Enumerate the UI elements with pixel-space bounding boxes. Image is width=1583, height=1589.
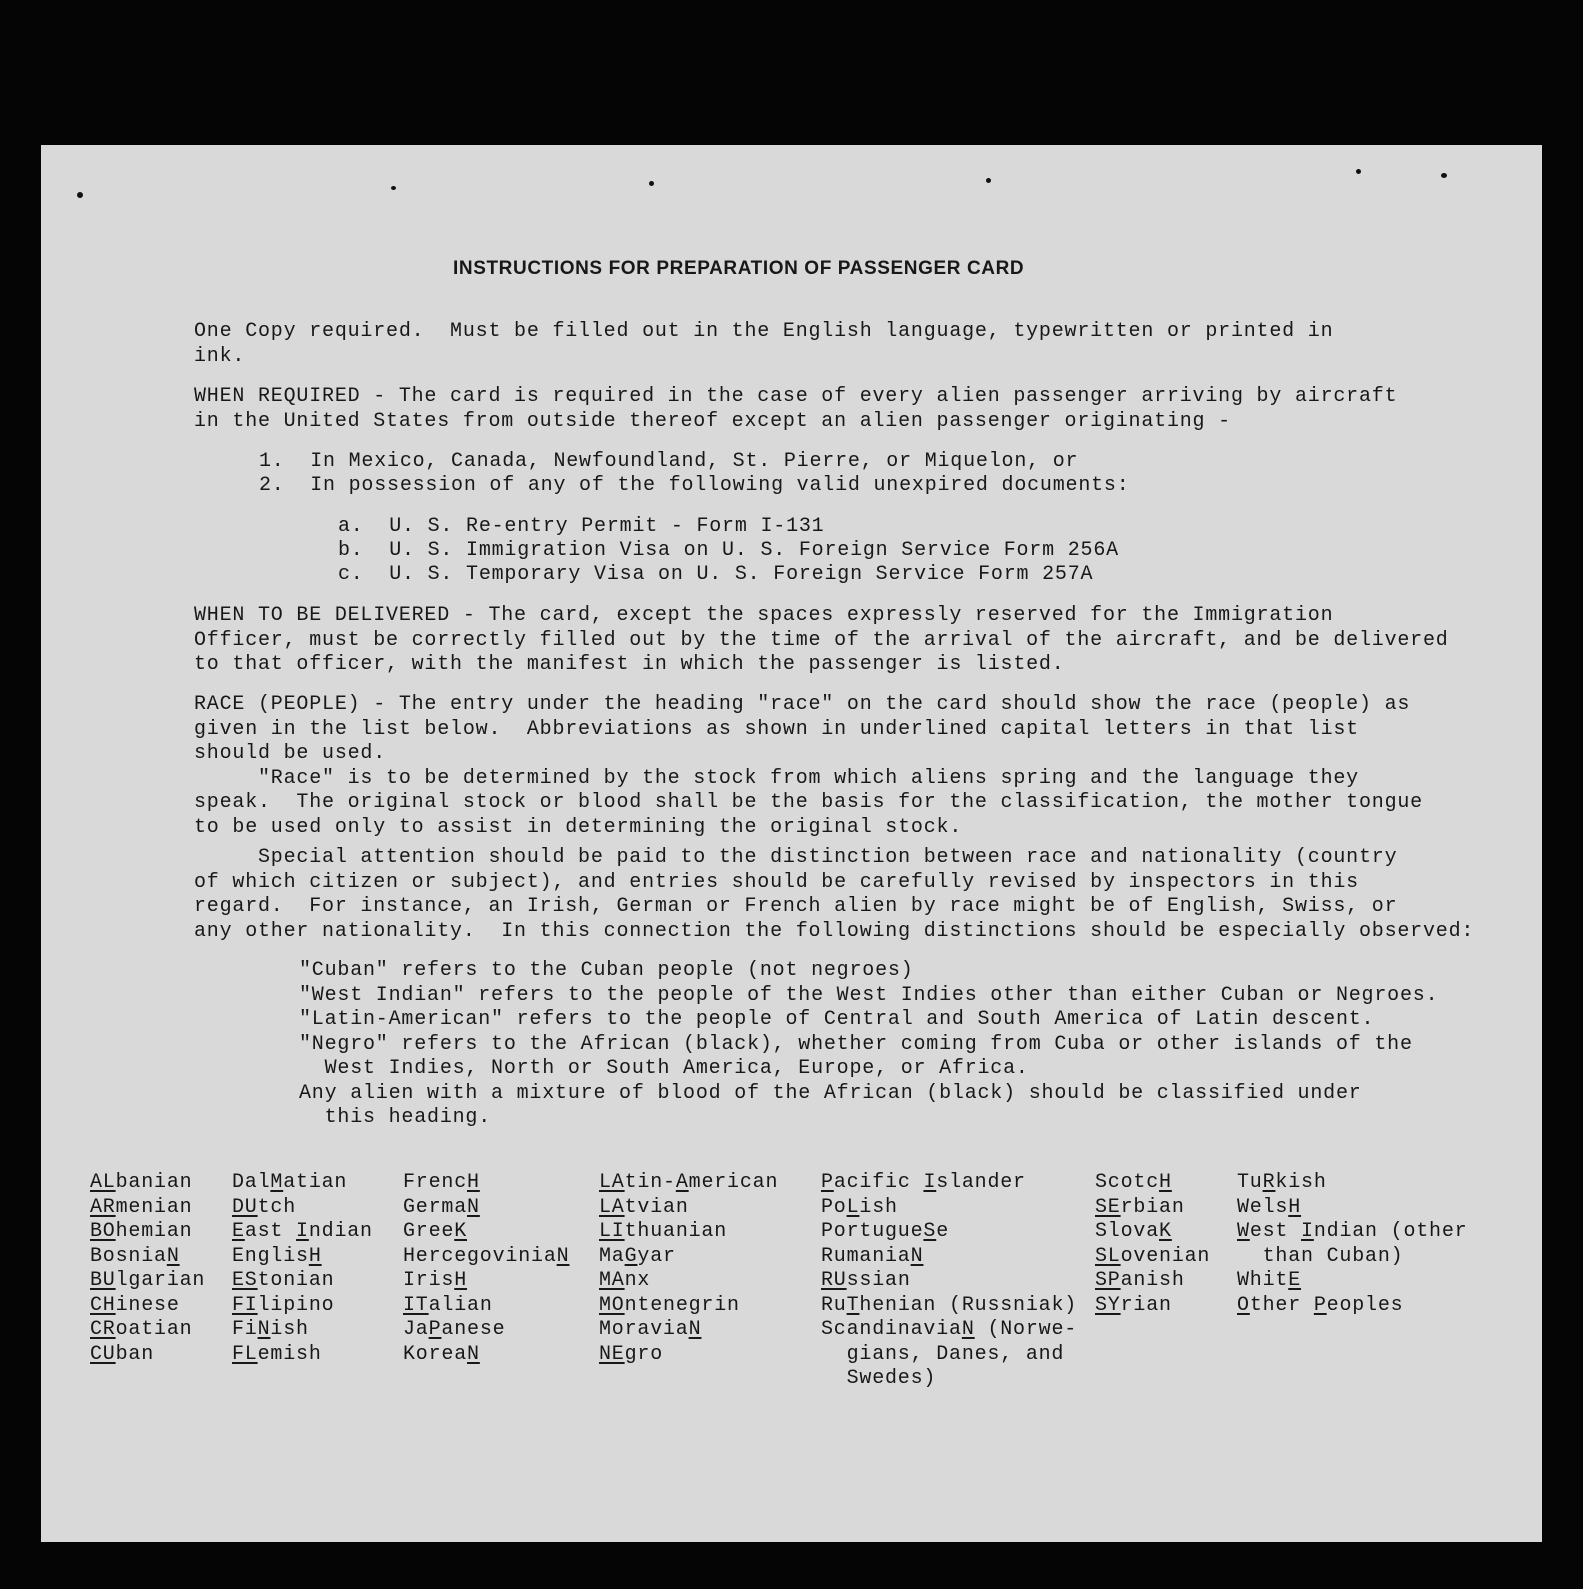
race-list-item: SlovaK <box>1095 1220 1172 1243</box>
document-item-a: a. U. S. Re-entry Permit - Form I-131 <box>338 515 825 538</box>
race-list-item: RuThenian (Russniak) <box>821 1293 1078 1317</box>
race-list-item: MaGyar <box>599 1244 676 1268</box>
race-list-item: RUssian <box>821 1269 911 1292</box>
race-list-item: IrisH <box>403 1269 468 1292</box>
race-list-item: RumaniaN <box>821 1244 924 1268</box>
race-list-item: BOhemian <box>90 1220 193 1243</box>
race-list-item: JaPanese <box>403 1318 506 1341</box>
exception-item-1: 1. In Mexico, Canada, Newfoundland, St. Pierre, or Miquelon, or <box>259 450 1079 473</box>
when-required-paragraph: WHEN REQUIRED - The card is required in the case of every alien passenger arriving by aircraft in the United States from outside thereof except an alien passenger originating - <box>194 385 1398 433</box>
race-people-paragraph: RACE (PEOPLE) - The entry under the heading "race" on the card should show the race (people) as given in the list below. Abbreviations as shown in underlined capital letters in that list should be used. "Race" is to be determined by the stock from which aliens spring and the language they speak. The original stock or blood shall be the basis for the classification, the mother tongue to be used only to assist in determining the original stock. <box>194 693 1423 839</box>
special-attention-paragraph: Special attention should be paid to the distinction between race and nationality (country of which citizen or subject), and entries should be carefully revised by inspectors in this regard. For instance, an Irish, German or French alien by race might be of English, Swiss, or any other nationality. In this connection the following distinctions should be especially observed: <box>194 846 1475 943</box>
race-list-item: Pacific Islander <box>821 1171 1026 1194</box>
bleed-through-text <box>131 177 687 195</box>
race-list-item: HercegoviniaN <box>403 1244 570 1268</box>
race-list-item: EStonian <box>232 1269 335 1292</box>
race-list-item: FLemish <box>232 1342 322 1366</box>
race-list-item: LAtvian <box>599 1195 689 1219</box>
race-list-item: FIlipino <box>232 1293 335 1317</box>
race-list-item: PoLish <box>821 1195 898 1219</box>
race-list-item: DalMatian <box>232 1171 348 1194</box>
race-list-item: TuRkish <box>1237 1171 1327 1194</box>
race-list-item: LIthuanian <box>599 1220 728 1243</box>
race-list-item: SErbian <box>1095 1195 1185 1219</box>
race-list-item: than Cuban) <box>1237 1244 1404 1268</box>
race-list-item: GermaN <box>403 1195 480 1219</box>
race-list-item: FrencH <box>403 1171 480 1194</box>
race-list-item: SYrian <box>1095 1293 1172 1317</box>
race-list-item: MoraviaN <box>599 1318 702 1341</box>
document-item-c: c. U. S. Temporary Visa on U. S. Foreign Service Form 257A <box>338 563 1094 586</box>
race-list-item: WelsH <box>1237 1195 1302 1219</box>
document-item-b: b. U. S. Immigration Visa on U. S. Foreign Service Form 256A <box>338 539 1119 562</box>
race-list-item: West Indian (other <box>1237 1220 1468 1243</box>
document-page <box>41 145 1542 1542</box>
speck <box>77 192 83 198</box>
race-list-item: FiNish <box>232 1318 309 1341</box>
race-list-item: NEgro <box>599 1342 664 1366</box>
race-list-item: East Indian <box>232 1220 373 1243</box>
race-list-item: CUban <box>90 1342 155 1366</box>
race-list-item: BosniaN <box>90 1244 180 1268</box>
race-list-item: ScandinaviaN (Norwe- <box>821 1318 1078 1341</box>
when-delivered-paragraph: WHEN TO BE DELIVERED - The card, except the spaces expressly reserved for the Immigration Officer, must be correctly filled out by the time of the arrival of the aircraft, and be delivered to that officer, with the manifest in which the passenger is listed. <box>194 604 1449 676</box>
race-list-item: MAnx <box>599 1269 651 1292</box>
speck <box>1356 169 1361 174</box>
race-list-item: KoreaN <box>403 1342 480 1366</box>
race-list-item: ITalian <box>403 1293 493 1317</box>
race-list-item: PortugueSe <box>821 1220 950 1243</box>
race-list-item: Other Peoples <box>1237 1293 1404 1317</box>
speck <box>986 178 991 183</box>
race-list-item: LAtin-American <box>599 1171 779 1194</box>
speck <box>649 181 654 186</box>
document-title: INSTRUCTIONS FOR PREPARATION OF PASSENGER CARD <box>453 258 1025 279</box>
race-list-item: GreeK <box>403 1220 468 1243</box>
race-list-item: BUlgarian <box>90 1269 206 1292</box>
race-list-item: ARmenian <box>90 1195 193 1219</box>
race-list-item: DUtch <box>232 1195 297 1219</box>
race-list-item: CHinese <box>90 1293 180 1317</box>
speck <box>1441 173 1447 178</box>
race-list-item: Swedes) <box>821 1367 937 1390</box>
exception-item-2: 2. In possession of any of the following valid unexpired documents: <box>259 474 1130 497</box>
race-list-item: WhitE <box>1237 1269 1302 1292</box>
race-list-item: gians, Danes, and <box>821 1342 1065 1366</box>
race-list-item: ScotcH <box>1095 1171 1172 1194</box>
distinctions-list: "Cuban" refers to the Cuban people (not negroes) "West Indian" refers to the people of the West Indies other than either Cuban or Negroes. "Latin-American" refers to the people of Central and South America of Latin descent. "Negro" refers to the African (black), whether coming from Cuba or other islands of the West Indies, North or South America, Europe, or Africa. Any alien with a mixture of blood of the African (black) should be classified under this heading. <box>299 959 1439 1129</box>
speck <box>391 186 396 190</box>
race-list-item: CRoatian <box>90 1318 193 1341</box>
race-list-item: SLovenian <box>1095 1244 1211 1268</box>
intro-paragraph: One Copy required. Must be filled out in the English language, typewritten or printed in ink. <box>194 320 1334 368</box>
race-list-item: MOntenegrin <box>599 1293 740 1317</box>
race-list-item: EnglisH <box>232 1244 322 1268</box>
race-list-item: ALbanian <box>90 1171 193 1194</box>
race-list-item: SPanish <box>1095 1269 1185 1292</box>
